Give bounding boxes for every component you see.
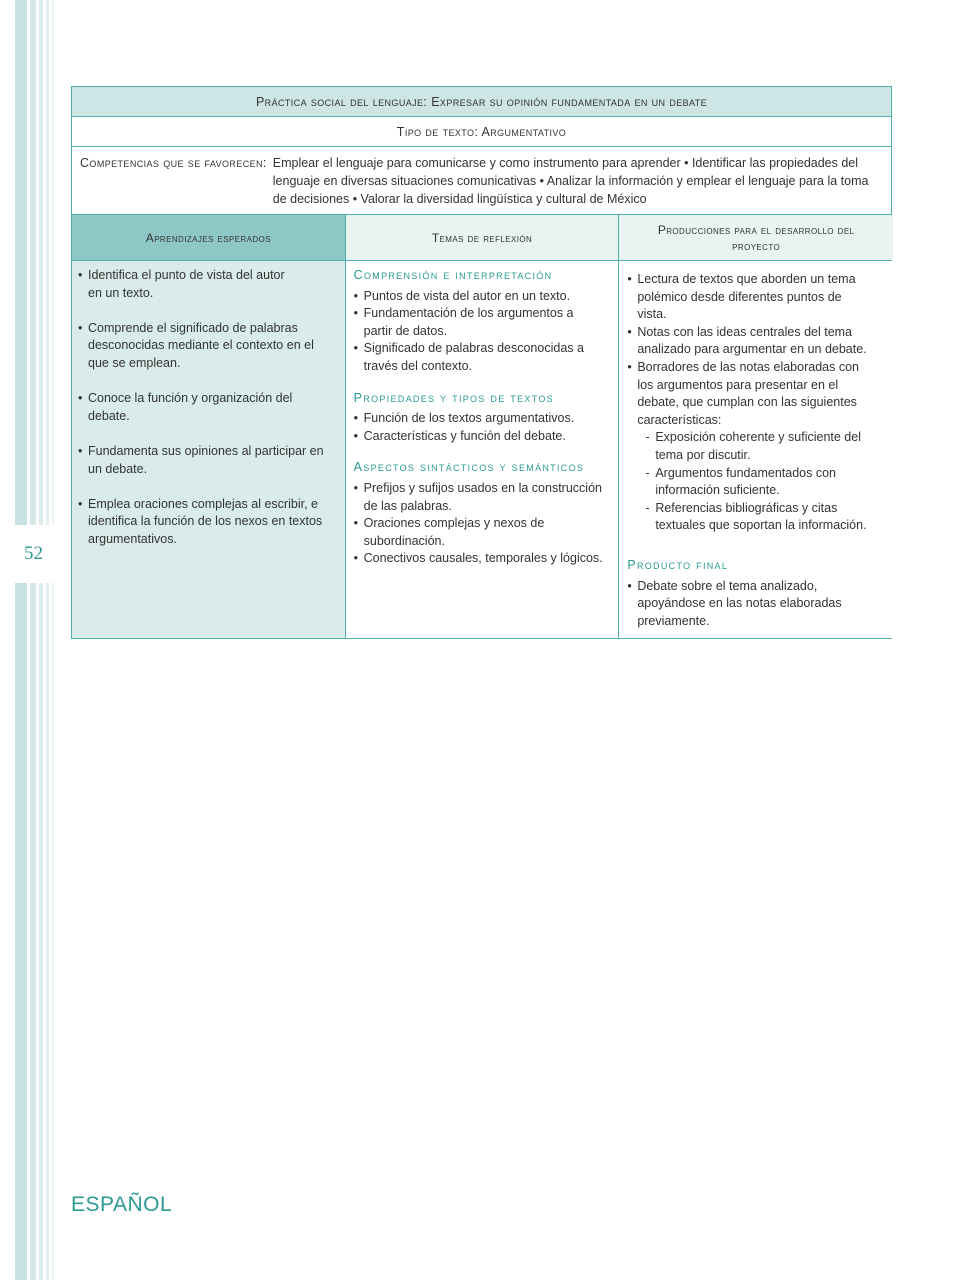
subject-footer: ESPAÑOL	[71, 1193, 173, 1216]
temas-section	[354, 267, 611, 376]
header-producciones	[619, 215, 893, 260]
aprendizajes-column	[72, 261, 346, 638]
section-title: Comprensión e interpretación	[353, 268, 553, 282]
list-item: • Comprende el significado de palabras desconocidas mediante el contexto en el que se emplean.	[78, 320, 337, 373]
column-header-row	[72, 215, 891, 261]
temas-list	[354, 480, 611, 568]
text-type-row	[72, 117, 891, 147]
table-title-row	[72, 87, 891, 117]
aprendizajes-list	[78, 267, 337, 549]
title-label: Práctica social del lenguaje:	[255, 95, 428, 109]
list-item: • Borradores de las notas elaboradas con los argumentos para presentar en el debate, que cumplan con las siguientes características:	[627, 359, 885, 429]
decorative-stripes	[0, 0, 60, 1280]
temas-section	[354, 459, 611, 568]
page-number: 52	[24, 543, 43, 564]
section-title: Propiedades y tipos de textos	[353, 390, 554, 405]
header-aprendizajes: Aprendizajes esperados	[72, 215, 346, 260]
stripe	[39, 0, 43, 1280]
type-label: Tipo de texto:	[396, 125, 479, 139]
producciones-list	[627, 271, 885, 429]
temas-list	[354, 410, 611, 445]
list-item: • Función de los textos argumentativos.	[354, 410, 611, 428]
list-item: • Significado de palabras desconocidas a través del contexto.	[354, 340, 611, 375]
section-title: Aspectos sintácticos y semánticos	[353, 460, 585, 475]
list-item: • Puntos de vista del autor en un texto.	[354, 288, 611, 306]
stripe	[30, 0, 36, 1280]
list-item: • Identifica el punto de vista del autor en un texto.	[78, 267, 337, 302]
header-temas: Temas de reflexión	[346, 215, 620, 260]
list-item: • Emplea oraciones complejas al escribir, e identifica la función de los nexos en textos argumentativos.	[78, 496, 337, 549]
stripe	[46, 0, 49, 1280]
temas-section	[354, 390, 611, 446]
producto-final-list	[627, 578, 885, 631]
list-item: • Prefijos y sufijos usados en la construcción de las palabras.	[354, 480, 611, 515]
competencias-text: Emplear el lenguaje para comunicarse y como instrumento para aprender • Identificar las propiedades del lenguaje en diversas situaciones comunicativas • Analizar la información y emplear el lenguaje para la toma de decisiones • Valorar la diversidad lingüística y cultural de México	[272, 156, 869, 206]
section-title: Producto final	[627, 557, 729, 572]
temas-column	[346, 261, 620, 638]
list-item: • Notas con las ideas centrales del tema analizado para argumentar en un debate.	[627, 324, 885, 359]
header-producciones-text: Producciones para el desarrollo del proyecto	[657, 222, 855, 253]
list-item: - Argumentos fundamentados con información suficiente.	[637, 465, 885, 500]
temas-list	[354, 288, 611, 376]
stripe	[52, 0, 54, 1280]
list-item: - Referencias bibliográficas y citas textuales que soportan la información.	[637, 500, 885, 535]
list-item: • Características y función del debate.	[354, 428, 611, 446]
stripe	[15, 0, 27, 1280]
list-item: • Debate sobre el tema analizado, apoyándose en las notas elaboradas previamente.	[627, 578, 885, 631]
competencias-label: Competencias que se favorecen:	[80, 156, 267, 170]
competencias-row	[72, 147, 891, 215]
producciones-sublist	[637, 429, 885, 535]
type-value: Argumentativo	[481, 125, 567, 139]
list-item: • Conectivos causales, temporales y lógicos.	[354, 550, 611, 568]
table-body-row	[72, 261, 891, 638]
title-value: Expresar su opinión fundamentada en un debate	[431, 95, 708, 109]
list-item: - Exposición coherente y suficiente del tema por discutir.	[637, 429, 885, 464]
list-item: • Oraciones complejas y nexos de subordinación.	[354, 515, 611, 550]
list-item: • Conoce la función y organización del debate.	[78, 390, 337, 425]
producciones-column	[619, 261, 893, 638]
list-item: • Fundamentación de los argumentos a partir de datos.	[354, 305, 611, 340]
curriculum-table	[71, 86, 892, 639]
list-item: • Fundamenta sus opiniones al participar en un debate.	[78, 443, 337, 478]
list-item: • Lectura de textos que aborden un tema polémico desde diferentes puntos de vista.	[627, 271, 885, 324]
